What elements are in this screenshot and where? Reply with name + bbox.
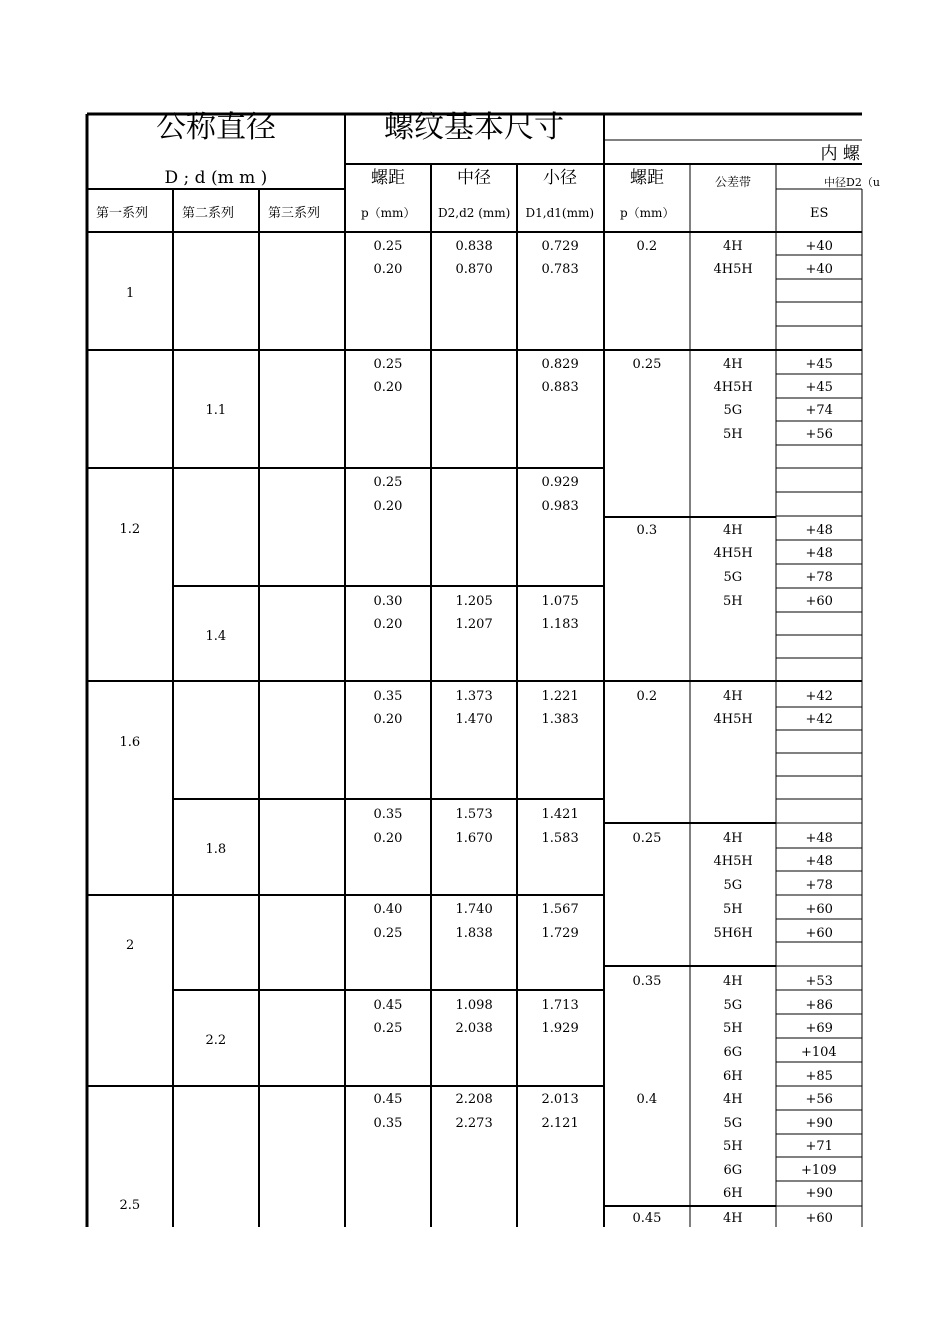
pitch-unit: p（mm） [361,206,416,220]
pitch-value: 0.20 [373,711,403,727]
tolerance-zone-value: 5H6H [713,925,753,941]
tolerance-zone-value: 4H5H [713,711,753,727]
minor-diameter-value: 0.829 [541,356,579,372]
pitch2-label: 螺距 [630,167,664,188]
tolerance-pitch-value: 0.3 [636,522,658,538]
pitch-diameter-value: 1.205 [455,593,493,609]
minor-diameter-value: 2.121 [541,1115,579,1131]
tolerance-zone-value: 4H5H [713,545,753,561]
tolerance-zone-value: 5H [723,1138,743,1154]
es-value: +53 [805,973,833,989]
series1-size: 2 [126,937,135,953]
minor-diameter-value: 1.221 [541,688,579,704]
series1-size: 1.6 [119,734,141,750]
es-value: +60 [805,925,833,941]
tolerance-zone-value: 6G [723,1162,743,1178]
es-value: +42 [805,688,833,704]
pitch-value: 0.20 [373,830,403,846]
minor-diameter-value: 1.075 [541,593,579,609]
minor-diameter-value: 1.183 [541,616,579,632]
es-value: +42 [805,711,833,727]
minor-diameter-value: 0.729 [541,238,579,254]
es-label: ES [810,205,829,221]
nominal-diameter-unit: D ; d (m m ) [164,167,268,188]
es-value: +85 [805,1068,833,1084]
pitch-value: 0.25 [373,238,403,254]
minor-diameter-value: 1.729 [541,925,579,941]
pitch-value: 0.40 [373,901,403,917]
es-value: +78 [805,569,833,585]
tolerance-zone-value: 4H [723,973,743,989]
es-value: +56 [805,426,833,442]
pitch-value: 0.25 [373,474,403,490]
minor-diameter-value: 1.929 [541,1020,579,1036]
pitch-value: 0.25 [373,1020,403,1036]
pitch-diameter-value: 2.273 [455,1115,493,1131]
tolerance-zone-value: 4H5H [713,379,753,395]
pitch-diameter-value: 2.208 [455,1091,493,1107]
series1-size: 1 [126,285,135,301]
minor-diameter-value: 1.383 [541,711,579,727]
pitch-value: 0.35 [373,806,403,822]
pitch-diameter-value: 1.098 [455,997,493,1013]
es-value: +109 [801,1162,837,1178]
pitch-value: 0.30 [373,593,403,609]
tolerance-pitch-value: 0.2 [636,238,658,254]
pitch-value: 0.25 [373,925,403,941]
es-value: +40 [805,238,833,254]
tolerance-zone-value: 5G [723,1115,743,1131]
minor-diameter-value: 0.983 [541,498,579,514]
pitch-value: 0.20 [373,616,403,632]
tolerance-zone-value: 4H5H [713,261,753,277]
series2-size: 1.4 [205,628,227,644]
pitch-value: 0.45 [373,1091,403,1107]
tolerance-zone-label: 公差带 [715,175,752,189]
tolerance-zone-value: 5G [723,997,743,1013]
es-value: +56 [805,1091,833,1107]
pitch-diameter-value: 1.573 [455,806,493,822]
tolerance-zone-value: 6H [723,1185,743,1201]
pitch-diameter-value: 1.670 [455,830,493,846]
es-value: +86 [805,997,833,1013]
tolerance-zone-value: 4H [723,238,743,254]
es-value: +78 [805,877,833,893]
pitch-value: 0.35 [373,688,403,704]
minor-diameter-value: 1.713 [541,997,579,1013]
pitch-diameter-value: 1.373 [455,688,493,704]
pitch-diameter-value: 0.870 [455,261,493,277]
minor-diameter-value: 0.883 [541,379,579,395]
pitch-value: 0.45 [373,997,403,1013]
tolerance-zone-value: 4H [723,1210,743,1226]
series2-size: 2.2 [205,1032,227,1048]
pitch-label: 螺距 [371,167,405,188]
series1-size: 2.5 [119,1197,141,1213]
pitch-value: 0.20 [373,379,403,395]
es-value: +48 [805,830,833,846]
pitch-diameter-value: 0.838 [455,238,493,254]
tolerance-zone-value: 5H [723,1020,743,1036]
tolerance-pitch-value: 0.25 [632,356,662,372]
tolerance-pitch-value: 0.25 [632,830,662,846]
es-value: +90 [805,1185,833,1201]
series2-size: 1.1 [205,402,227,418]
minor-diameter-value: 2.013 [541,1091,579,1107]
minor-diameter-value: 1.583 [541,830,579,846]
pitch-value: 0.20 [373,261,403,277]
pitch-value: 0.35 [373,1115,403,1131]
tolerance-zone-value: 6H [723,1068,743,1084]
es-value: +60 [805,901,833,917]
tolerance-zone-value: 4H [723,522,743,538]
tolerance-zone-value: 5H [723,426,743,442]
es-value: +40 [805,261,833,277]
tolerance-zone-value: 5H [723,901,743,917]
pitch-diameter-value: 1.207 [455,616,493,632]
tolerance-zone-value: 6G [723,1044,743,1060]
es-value: +45 [805,356,833,372]
internal-thread-label: 内 螺 [820,143,860,164]
es-value: +48 [805,853,833,869]
pitch-value: 0.25 [373,356,403,372]
es-value: +45 [805,379,833,395]
d2-tolerance-label: 中径D2（u [824,175,880,189]
es-value: +71 [805,1138,833,1154]
series3-label: 第三系列 [268,205,321,221]
es-value: +90 [805,1115,833,1131]
basic-size-title: 螺纹基本尺寸 [384,110,564,145]
pitch-diameter-value: 1.740 [455,901,493,917]
d1-unit: D1,d1(mm) [525,206,595,220]
pitch-diameter-label: 中径 [457,167,491,188]
tolerance-zone-value: 5G [723,569,743,585]
minor-diameter-value: 0.929 [541,474,579,490]
d2-unit: D2,d2 (mm) [438,206,511,220]
series2-label: 第二系列 [182,205,235,221]
tolerance-pitch-value: 0.4 [636,1091,658,1107]
minor-diameter-label: 小径 [543,167,577,188]
es-value: +60 [805,593,833,609]
es-value: +60 [805,1210,833,1226]
es-value: +48 [805,522,833,538]
tolerance-pitch-value: 0.2 [636,688,658,704]
minor-diameter-value: 0.783 [541,261,579,277]
tolerance-pitch-value: 0.45 [632,1210,662,1226]
series1-label: 第一系列 [96,205,149,221]
pitch2-unit: p（mm） [620,206,675,220]
es-value: +104 [801,1044,837,1060]
tolerance-zone-value: 4H [723,830,743,846]
es-value: +69 [805,1020,833,1036]
pitch-diameter-value: 2.038 [455,1020,493,1036]
tolerance-zone-value: 4H [723,356,743,372]
tolerance-zone-value: 5G [723,402,743,418]
series1-size: 1.2 [119,521,141,537]
tolerance-zone-value: 4H [723,688,743,704]
tolerance-zone-value: 4H [723,1091,743,1107]
es-value: +74 [805,402,833,418]
tolerance-pitch-value: 0.35 [632,973,662,989]
pitch-diameter-value: 1.838 [455,925,493,941]
es-value: +48 [805,545,833,561]
minor-diameter-value: 1.421 [541,806,579,822]
tolerance-zone-value: 5H [723,593,743,609]
pitch-value: 0.20 [373,498,403,514]
tolerance-zone-value: 5G [723,877,743,893]
nominal-diameter-title: 公称直径 [156,110,276,145]
minor-diameter-value: 1.567 [541,901,579,917]
pitch-diameter-value: 1.470 [455,711,493,727]
series2-size: 1.8 [205,841,227,857]
tolerance-zone-value: 4H5H [713,853,753,869]
